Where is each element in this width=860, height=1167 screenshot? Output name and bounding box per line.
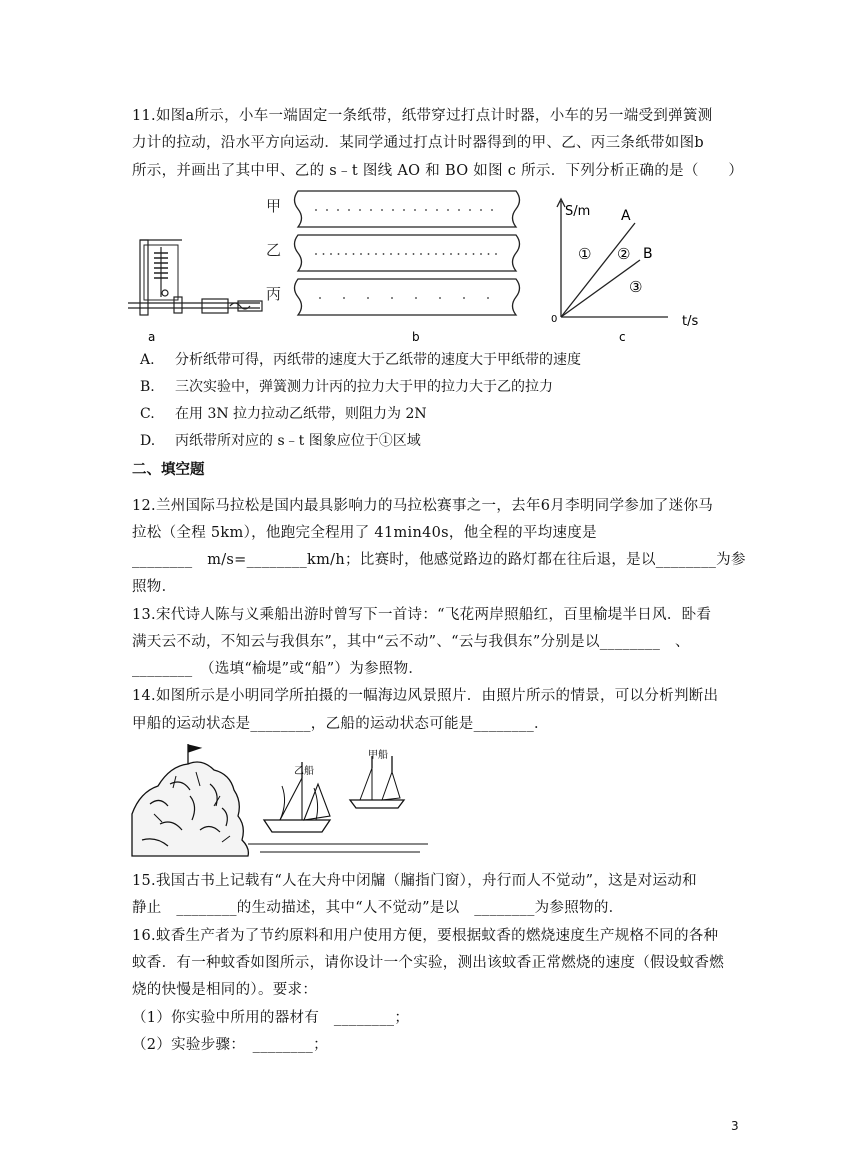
tape-dot [469,209,471,211]
option-d [140,430,421,450]
tape-dot [392,209,394,211]
line-a-label: A [621,208,631,224]
tape-bing [295,279,520,315]
label-ship-jia: 甲船 [368,750,388,761]
tape-dot [403,209,405,211]
tape-dot [465,253,467,255]
seascape-photo [130,744,430,860]
tape-dot [413,253,415,255]
tape-dot [415,297,417,299]
tape-dot [488,253,490,255]
tape-label-jia: 甲 [266,197,282,215]
q12-line-1: 12.兰州国际马拉松是国内最具影响力的马拉松赛事之一，去年6月李明同学参加了迷你马 [132,498,714,514]
chart-origin: 0 [551,314,558,325]
tape-dot [439,297,441,299]
tape-dot [370,209,372,211]
cliff [132,762,248,856]
tape-dot [368,253,370,255]
option-b [140,376,553,396]
tape-dot [375,253,377,255]
region-1-label: ① [578,245,592,263]
option-a [140,349,581,369]
tape-dot [458,253,460,255]
tape-dot [491,209,493,211]
section-heading: 二、填空题 [132,461,205,478]
q16-line-1: 16.蚊香生产者为了节约原料和用户使用方便，要根据蚊香的燃烧速度生产规格不同的各种 [132,928,719,944]
tape-dot [315,253,317,255]
tape-dot [348,209,350,211]
tape-dot [398,253,400,255]
tape-yi [295,235,520,271]
tape-jia [295,191,520,227]
tape-dot [326,209,328,211]
tape-dot [414,209,416,211]
tape-dot [458,209,460,211]
chart-y-label: S/m [565,204,591,219]
tape-dot [390,253,392,255]
q12-line-2: 拉松（全程 5km），他跑完全程用了 41min40s，他全程的平均速度是 [132,525,597,541]
q14-line-1: 14.如图所示是小明同学所拍摄的一幅海边风景照片．由照片所示的情景，可以分析判断出 [132,688,719,704]
q16-line-2: 蚊香．有一种蚊香如图所示，请你设计一个实验，测出该蚊香正常燃烧的速度（假设蚊香燃 [132,955,724,971]
q11-line-3: 所示，并画出了其中甲、乙的 s﹣t 图线 AO 和 BO 如图 c 所示．下列分析正确的是（ ） [132,163,744,179]
q16-line-5: （2）实验步骤： ________； [132,1037,328,1053]
tape-dot [473,253,475,255]
tape-dot [436,209,438,211]
tape-label-yi: 乙 [266,241,282,259]
option-a-text: 分析纸带可得，丙纸带的速度大于乙纸带的速度大于甲纸带的速度 [175,352,581,368]
fig-a-label: a [148,330,156,344]
tape-dot [323,253,325,255]
tape-dot [343,297,345,299]
tape-dot [315,209,317,211]
q15-line-2: 静止 ________的生动描述，其中“人不觉动”是以 ________为参照物的． [132,900,624,916]
tape-dot [360,253,362,255]
tape-dot [425,209,427,211]
q15-line-1: 15.我国古书上记载有“人在大舟中闭牖（牖指门窗），舟行而人不觉动”，这是对运动和 [132,873,697,889]
q12-line-4: 照物． [132,579,177,595]
fig-c-label: c [619,330,626,344]
paper-tapes [266,197,281,303]
tape-dot [337,209,339,211]
region-3-label: ③ [629,278,643,296]
tape-dot [381,209,383,211]
option-b-text: 三次实验中，弹簧测力计丙的拉力大于甲的拉力大于乙的拉力 [175,379,553,395]
tape-dot [443,253,445,255]
q12-line-3: ________ m/s=________km/h；比赛时，他感觉路边的路灯都在往后退，是以________为参 [132,552,746,568]
spring-scale-apparatus [128,240,262,315]
q16-line-4: （1）你实验中所用的器材有 ________； [132,1010,410,1026]
option-d-text: 丙纸带所对应的 s﹣t 图象应位于①区域 [175,433,421,449]
tape-dot [359,209,361,211]
tape-label-bing: 丙 [266,285,282,303]
chart-x-label: t/s [682,314,699,329]
tape-dot [495,253,497,255]
option-c-key: C. [140,406,155,422]
option-b-key: B. [140,379,155,395]
tape-dot [420,253,422,255]
tape-dot [353,253,355,255]
q11-line-2: 力计的拉动，沿水平方向运动．某同学通过打点计时器得到的甲、乙、丙三条纸带如图b [132,135,704,151]
tape-dot [383,253,385,255]
tape-dot [463,297,465,299]
line-b-label: B [643,246,653,262]
option-c [140,403,427,423]
tape-dot [319,297,321,299]
tape-dot [487,297,489,299]
tape-dot [480,209,482,211]
tape-dot [428,253,430,255]
q11-line-1: 11.如图a所示，小车一端固定一条纸带，纸带穿过打点计时器，小车的另一端受到弹簧测 [132,108,713,124]
tape-dot [435,253,437,255]
option-d-key: D. [140,433,156,449]
tape-dot [480,253,482,255]
tape-dot [405,253,407,255]
q13-line-1: 13.宋代诗人陈与义乘船出游时曾写下一首诗：“飞花两岸照船红，百里榆堤半日风．卧看 [132,607,712,623]
tape-dot [391,297,393,299]
line-a [561,223,635,317]
tape-dot [345,253,347,255]
q13-line-3: ________ （选填“榆堤”或“船”）为参照物． [132,661,424,677]
q11-figure [120,185,720,347]
region-2-label: ② [617,245,631,263]
page-number: 3 [731,1119,739,1133]
tape-dot [330,253,332,255]
tape-dot [450,253,452,255]
option-c-text: 在用 3N 拉力拉动乙纸带，则阻力为 2N [175,406,427,422]
tape-dot [447,209,449,211]
q14-line-2: 甲船的运动状态是________，乙船的运动状态可能是________． [132,716,549,732]
label-ship-yi: 乙船 [294,766,314,777]
tape-dot [367,297,369,299]
q16-line-3: 烧的快慢是相同的）。要求： [132,982,318,998]
q13-line-2: 满天云不动，不知云与我俱东”，其中“云不动”、“云与我俱东”分别是以________ 、 [132,634,690,650]
ship-jia [350,756,404,808]
option-a-key: A. [140,352,155,368]
tape-dot [338,253,340,255]
fig-b-label: b [412,330,420,344]
